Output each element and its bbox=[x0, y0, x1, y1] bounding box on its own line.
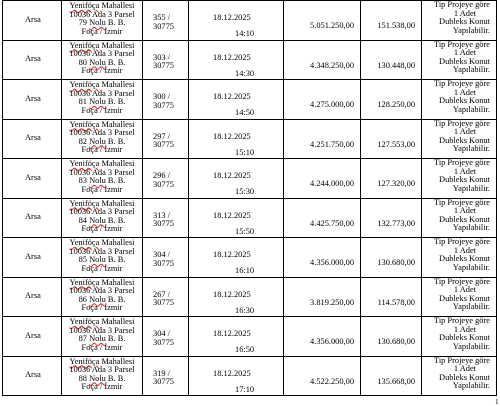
location-city: Foça / İzmir bbox=[81, 26, 123, 36]
location-nolu: Nolu bbox=[89, 334, 106, 344]
note-cell bbox=[422, 238, 497, 277]
location-no: 85 bbox=[78, 255, 87, 265]
estimated-price: 4.356.000,00 bbox=[310, 258, 354, 267]
note-line-4: Yapılabilir. bbox=[452, 65, 490, 75]
share-cell bbox=[143, 199, 189, 238]
location-bb: B. B. bbox=[107, 18, 126, 28]
deposit-amount: 130.680,00 bbox=[377, 258, 415, 267]
estimated-price: 4.348.250,00 bbox=[310, 60, 354, 70]
location-no: 79 bbox=[78, 18, 87, 28]
note-line-2: 1 Adet bbox=[453, 8, 476, 18]
property-type: Arsa bbox=[25, 291, 41, 301]
share-numerator: 297 / bbox=[153, 131, 170, 141]
location-parcel: 10036 Ada 3 Parsel bbox=[69, 286, 135, 296]
location-parcel: 10036 Ada 3 Parsel bbox=[69, 325, 135, 335]
auction-date-cell bbox=[189, 80, 284, 119]
note-line-4: Yapılabilir. bbox=[452, 302, 490, 312]
share-cell bbox=[143, 1, 189, 40]
share-denominator: 30775 bbox=[153, 219, 174, 229]
location-bb: B. B. bbox=[107, 294, 126, 304]
share-cell bbox=[143, 159, 189, 198]
location-name: Yeniföça bbox=[69, 317, 100, 326]
location-nolu: Nolu bbox=[89, 176, 106, 186]
location-cell bbox=[62, 199, 143, 238]
location-parcel: 10036 Ada 3 Parsel bbox=[69, 128, 135, 138]
listing-table bbox=[2, 0, 497, 396]
location-mahalle: Mahallesi bbox=[101, 119, 135, 129]
price-cell bbox=[284, 41, 361, 80]
location-city: Foça / İzmir bbox=[81, 382, 123, 392]
note-cell bbox=[422, 199, 497, 238]
estimated-price: 5.051.250,00 bbox=[310, 21, 354, 30]
note-line-1: Tip Projeye göre bbox=[434, 355, 490, 365]
note-line-1: Tip Projeye göre bbox=[434, 316, 490, 325]
share-cell bbox=[143, 120, 189, 159]
price-cell bbox=[284, 120, 361, 159]
estimated-price: 4.244.000,00 bbox=[310, 179, 354, 188]
deposit-cell bbox=[361, 1, 422, 40]
location-city: Foça / İzmir bbox=[81, 105, 123, 115]
auction-date-cell bbox=[189, 41, 284, 80]
share-denominator: 30775 bbox=[153, 21, 174, 31]
location-cell bbox=[62, 80, 143, 119]
auction-time: 15:10 bbox=[235, 147, 255, 157]
table-row bbox=[3, 120, 497, 160]
auction-time: 15:30 bbox=[235, 187, 255, 196]
note-line-4: Yapılabilir. bbox=[452, 381, 490, 391]
location-name: Yeniföça bbox=[69, 80, 100, 89]
share-denominator: 30775 bbox=[153, 258, 174, 268]
location-no: 88 bbox=[78, 373, 87, 383]
auction-date-cell bbox=[189, 238, 284, 277]
note-line-3: Dubleks Konut bbox=[439, 372, 490, 382]
location-nolu: Nolu bbox=[89, 294, 106, 304]
deposit-amount: 130.448,00 bbox=[377, 60, 415, 70]
note-line-3: Dubleks Konut bbox=[439, 333, 490, 343]
location-cell bbox=[62, 278, 143, 317]
note-cell bbox=[422, 317, 497, 356]
location-mahalle: Mahallesi bbox=[101, 356, 135, 366]
deposit-cell bbox=[361, 357, 422, 396]
property-type: Arsa bbox=[25, 93, 41, 103]
property-type-cell bbox=[3, 317, 62, 356]
property-type-cell bbox=[3, 159, 62, 198]
location-mahalle: Mahallesi bbox=[101, 80, 135, 89]
table-row bbox=[3, 199, 497, 239]
deposit-cell bbox=[361, 120, 422, 159]
auction-time: 15:50 bbox=[235, 226, 255, 236]
auction-time: 14:50 bbox=[235, 108, 255, 117]
deposit-cell bbox=[361, 278, 422, 317]
note-line-1: Tip Projeye göre bbox=[434, 0, 490, 9]
location-cell bbox=[62, 317, 143, 356]
note-line-4: Yapılabilir. bbox=[452, 104, 490, 114]
note-line-2: 1 Adet bbox=[453, 324, 476, 334]
auction-date: 18.12.2025 bbox=[213, 329, 251, 338]
location-name: Yeniföça bbox=[69, 1, 100, 10]
property-type-cell bbox=[3, 278, 62, 317]
auction-time: 17:10 bbox=[235, 384, 255, 394]
location-mahalle: Mahallesi bbox=[101, 159, 135, 168]
location-parcel: 10036 Ada 3 Parsel bbox=[69, 9, 135, 19]
estimated-price: 4.251.750,00 bbox=[310, 139, 354, 149]
note-line-2: 1 Adet bbox=[453, 285, 476, 295]
location-parcel: 10036 Ada 3 Parsel bbox=[69, 49, 135, 59]
share-denominator: 30775 bbox=[153, 377, 174, 387]
deposit-amount: 135.668,00 bbox=[377, 376, 415, 386]
location-no: 80 bbox=[78, 57, 87, 67]
note-line-3: Dubleks Konut bbox=[439, 293, 490, 303]
price-cell bbox=[284, 159, 361, 198]
deposit-amount: 128.250,00 bbox=[377, 100, 415, 109]
share-numerator: 355 / bbox=[153, 13, 170, 22]
location-mahalle: Mahallesi bbox=[101, 317, 135, 326]
property-type-cell bbox=[3, 238, 62, 277]
note-line-3: Dubleks Konut bbox=[439, 17, 490, 27]
note-line-4: Yapılabilir. bbox=[452, 223, 490, 233]
note-line-3: Dubleks Konut bbox=[439, 56, 490, 66]
note-line-3: Dubleks Konut bbox=[439, 214, 490, 224]
location-city: Foça / İzmir bbox=[81, 303, 123, 313]
location-cell bbox=[62, 120, 143, 159]
location-nolu: Nolu bbox=[89, 215, 106, 225]
note-line-3: Dubleks Konut bbox=[439, 254, 490, 264]
location-bb: B. B. bbox=[107, 255, 126, 265]
deposit-amount: 130.680,00 bbox=[377, 337, 415, 346]
location-no: 86 bbox=[78, 294, 87, 304]
location-cell bbox=[62, 357, 143, 396]
location-nolu: Nolu bbox=[89, 18, 106, 28]
share-numerator: 296 / bbox=[153, 171, 170, 180]
auction-time: 16:10 bbox=[235, 266, 255, 275]
property-type: Arsa bbox=[25, 330, 41, 340]
share-denominator: 30775 bbox=[153, 337, 174, 347]
location-cell bbox=[62, 238, 143, 277]
note-line-2: 1 Adet bbox=[453, 127, 476, 137]
auction-date: 18.12.2025 bbox=[213, 52, 251, 62]
price-cell bbox=[284, 199, 361, 238]
note-line-2: 1 Adet bbox=[453, 87, 476, 97]
share-denominator: 30775 bbox=[153, 100, 174, 110]
location-bb: B. B. bbox=[107, 57, 126, 67]
location-bb: B. B. bbox=[107, 136, 126, 146]
share-numerator: 304 / bbox=[153, 329, 170, 338]
note-line-2: 1 Adet bbox=[453, 364, 476, 374]
auction-date: 18.12.2025 bbox=[213, 131, 251, 141]
note-line-4: Yapılabilir. bbox=[452, 262, 490, 272]
location-parcel: 10036 Ada 3 Parsel bbox=[69, 167, 135, 177]
location-no: 87 bbox=[78, 334, 87, 344]
estimated-price: 4.356.000,00 bbox=[310, 337, 354, 346]
auction-date-cell bbox=[189, 199, 284, 238]
deposit-cell bbox=[361, 159, 422, 198]
note-line-3: Dubleks Konut bbox=[439, 175, 490, 185]
location-bb: B. B. bbox=[107, 334, 126, 344]
note-line-4: Yapılabilir. bbox=[452, 144, 490, 154]
table-row bbox=[3, 317, 497, 357]
share-denominator: 30775 bbox=[153, 298, 174, 308]
location-name: Yeniföça bbox=[69, 238, 100, 247]
auction-time: 14:30 bbox=[235, 68, 255, 78]
note-line-2: 1 Adet bbox=[453, 48, 476, 58]
location-mahalle: Mahallesi bbox=[101, 40, 135, 50]
property-type-cell bbox=[3, 80, 62, 119]
location-city: Foça / İzmir bbox=[81, 184, 123, 194]
note-line-1: Tip Projeye göre bbox=[434, 237, 490, 246]
auction-date: 18.12.2025 bbox=[213, 368, 251, 378]
share-denominator: 30775 bbox=[153, 140, 174, 150]
property-type-cell bbox=[3, 41, 62, 80]
location-nolu: Nolu bbox=[89, 57, 106, 67]
location-name: Yeniföça bbox=[69, 159, 100, 168]
location-city: Foça / İzmir bbox=[81, 342, 123, 352]
share-numerator: 313 / bbox=[153, 210, 170, 220]
note-line-1: Tip Projeye göre bbox=[434, 79, 490, 88]
note-line-2: 1 Adet bbox=[453, 206, 476, 216]
share-cell bbox=[143, 238, 189, 277]
share-cell bbox=[143, 278, 189, 317]
location-cell bbox=[62, 41, 143, 80]
share-numerator: 303 / bbox=[153, 52, 170, 62]
property-type: Arsa bbox=[25, 133, 41, 143]
note-line-4: Yapılabilir. bbox=[452, 183, 490, 193]
location-no: 81 bbox=[78, 97, 87, 107]
table-row bbox=[3, 159, 497, 199]
auction-time: 16:50 bbox=[235, 345, 255, 354]
deposit-amount: 114.578,00 bbox=[377, 297, 415, 307]
location-name: Yeniföça bbox=[69, 198, 100, 208]
note-line-2: 1 Adet bbox=[453, 166, 476, 176]
note-line-4: Yapılabilir. bbox=[452, 341, 490, 351]
note-line-3: Dubleks Konut bbox=[439, 135, 490, 145]
location-mahalle: Mahallesi bbox=[101, 1, 135, 10]
price-cell bbox=[284, 278, 361, 317]
property-type: Arsa bbox=[25, 172, 41, 182]
share-cell bbox=[143, 41, 189, 80]
table-row bbox=[3, 357, 497, 397]
deposit-cell bbox=[361, 238, 422, 277]
location-name: Yeniföça bbox=[69, 277, 100, 287]
auction-date-cell bbox=[189, 317, 284, 356]
note-line-1: Tip Projeye göre bbox=[434, 158, 490, 167]
note-cell bbox=[422, 41, 497, 80]
note-cell bbox=[422, 159, 497, 198]
share-cell bbox=[143, 317, 189, 356]
estimated-price: 4.275.000,00 bbox=[310, 100, 354, 109]
location-city: Foça / İzmir bbox=[81, 66, 123, 76]
note-line-2: 1 Adet bbox=[453, 245, 476, 255]
location-cell bbox=[62, 1, 143, 40]
property-type-cell bbox=[3, 357, 62, 396]
location-parcel: 10036 Ada 3 Parsel bbox=[69, 207, 135, 217]
property-type-cell bbox=[3, 120, 62, 159]
share-cell bbox=[143, 357, 189, 396]
location-bb: B. B. bbox=[107, 215, 126, 225]
property-type-cell bbox=[3, 199, 62, 238]
property-type: Arsa bbox=[25, 370, 41, 380]
property-type: Arsa bbox=[25, 54, 41, 64]
share-numerator: 300 / bbox=[153, 92, 170, 101]
note-cell bbox=[422, 80, 497, 119]
auction-time: 16:30 bbox=[235, 305, 255, 315]
price-cell bbox=[284, 238, 361, 277]
location-name: Yeniföça bbox=[69, 40, 100, 50]
auction-time: 14:10 bbox=[235, 29, 255, 38]
share-numerator: 304 / bbox=[153, 250, 170, 259]
auction-date: 18.12.2025 bbox=[213, 250, 251, 259]
auction-date-cell bbox=[189, 357, 284, 396]
auction-date: 18.12.2025 bbox=[213, 13, 251, 22]
share-cell bbox=[143, 80, 189, 119]
note-line-3: Dubleks Konut bbox=[439, 96, 490, 106]
location-bb: B. B. bbox=[107, 373, 126, 383]
location-city: Foça / İzmir bbox=[81, 263, 123, 273]
note-line-1: Tip Projeye göre bbox=[434, 197, 490, 207]
auction-date-cell bbox=[189, 278, 284, 317]
location-nolu: Nolu bbox=[89, 136, 106, 146]
note-line-1: Tip Projeye göre bbox=[434, 39, 490, 49]
auction-date: 18.12.2025 bbox=[213, 289, 251, 299]
auction-date-cell bbox=[189, 1, 284, 40]
auction-date: 18.12.2025 bbox=[213, 92, 251, 101]
page-marker: 1 bbox=[495, 398, 499, 406]
location-city: Foça / İzmir bbox=[81, 145, 123, 155]
location-bb: B. B. bbox=[107, 97, 126, 107]
deposit-cell bbox=[361, 317, 422, 356]
deposit-cell bbox=[361, 41, 422, 80]
property-type: Arsa bbox=[25, 251, 41, 261]
location-parcel: 10036 Ada 3 Parsel bbox=[69, 365, 135, 375]
share-numerator: 319 / bbox=[153, 368, 170, 378]
location-name: Yeniföça bbox=[69, 356, 100, 366]
deposit-amount: 132.773,00 bbox=[377, 218, 415, 228]
note-line-1: Tip Projeye göre bbox=[434, 118, 490, 128]
note-cell bbox=[422, 1, 497, 40]
price-cell bbox=[284, 1, 361, 40]
estimated-price: 4.425.750,00 bbox=[310, 218, 354, 228]
note-line-1: Tip Projeye göre bbox=[434, 276, 490, 286]
share-numerator: 267 / bbox=[153, 289, 170, 299]
table-row bbox=[3, 238, 497, 278]
location-mahalle: Mahallesi bbox=[101, 198, 135, 208]
price-cell bbox=[284, 80, 361, 119]
location-no: 84 bbox=[78, 215, 87, 225]
price-cell bbox=[284, 317, 361, 356]
estimated-price: 3.819.250,00 bbox=[310, 297, 354, 307]
location-nolu: Nolu bbox=[89, 255, 106, 265]
location-nolu: Nolu bbox=[89, 97, 106, 107]
location-mahalle: Mahallesi bbox=[101, 238, 135, 247]
property-type: Arsa bbox=[25, 14, 41, 24]
deposit-cell bbox=[361, 199, 422, 238]
deposit-amount: 127.553,00 bbox=[377, 139, 415, 149]
location-no: 82 bbox=[78, 136, 87, 146]
share-denominator: 30775 bbox=[153, 61, 174, 71]
location-nolu: Nolu bbox=[89, 373, 106, 383]
note-cell bbox=[422, 278, 497, 317]
note-cell bbox=[422, 120, 497, 159]
auction-date-cell bbox=[189, 120, 284, 159]
auction-date-cell bbox=[189, 159, 284, 198]
auction-date: 18.12.2025 bbox=[213, 171, 251, 180]
location-name: Yeniföça bbox=[69, 119, 100, 129]
table-row bbox=[3, 41, 497, 81]
location-no: 83 bbox=[78, 176, 87, 186]
location-cell bbox=[62, 159, 143, 198]
auction-date: 18.12.2025 bbox=[213, 210, 251, 220]
share-denominator: 30775 bbox=[153, 179, 174, 189]
location-parcel: 10036 Ada 3 Parsel bbox=[69, 88, 135, 98]
deposit-amount: 127.320,00 bbox=[377, 179, 415, 188]
table-row bbox=[3, 278, 497, 318]
table-row bbox=[3, 80, 497, 120]
property-type: Arsa bbox=[25, 212, 41, 222]
deposit-amount: 151.538,00 bbox=[377, 21, 415, 30]
location-bb: B. B. bbox=[107, 176, 126, 186]
price-cell bbox=[284, 357, 361, 396]
table-row bbox=[3, 1, 497, 41]
location-mahalle: Mahallesi bbox=[101, 277, 135, 287]
property-type-cell bbox=[3, 1, 62, 40]
note-cell bbox=[422, 357, 497, 396]
location-parcel: 10036 Ada 3 Parsel bbox=[69, 246, 135, 256]
estimated-price: 4.522.250,00 bbox=[310, 376, 354, 386]
deposit-cell bbox=[361, 80, 422, 119]
note-line-4: Yapılabilir. bbox=[452, 25, 490, 35]
location-city: Foça / İzmir bbox=[81, 224, 123, 234]
